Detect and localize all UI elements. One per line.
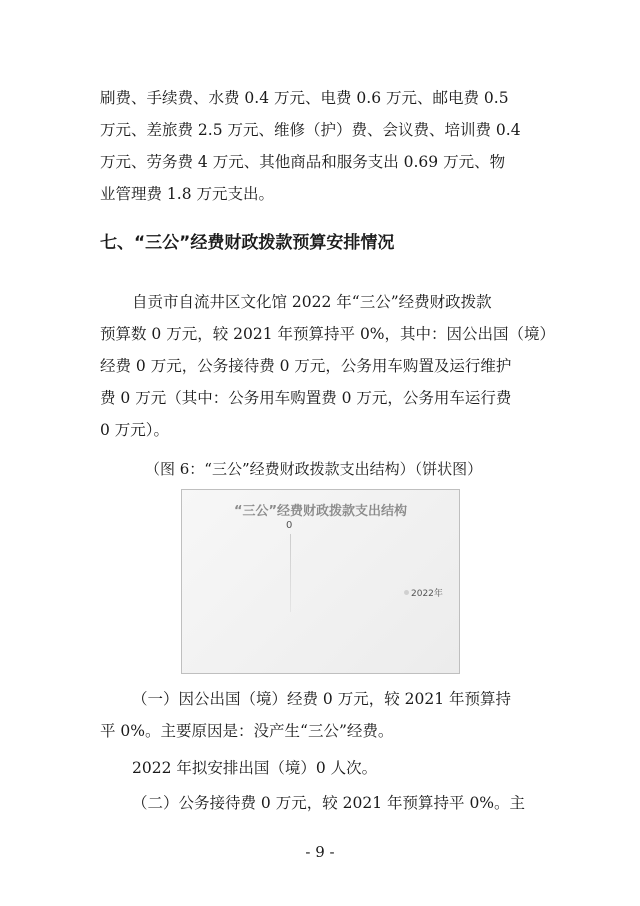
text-line: 2022 年拟安排出国（境）0 人次。 (132, 759, 378, 777)
figure-caption: （图 6：“三公”经费财政拨款支出结构）（饼状图） (145, 460, 483, 478)
text-line: 平 0%。主要原因是：没产生“三公”经费。 (100, 722, 394, 740)
text-line: 业管理费 1.8 万元支出。 (100, 185, 275, 203)
pie-data-label: 0 (286, 520, 293, 531)
text-line: 0 万元）。 (100, 421, 170, 439)
chart-legend (404, 586, 443, 599)
pie-chart (181, 489, 460, 674)
page-number: - 9 - (305, 843, 335, 861)
chart-title: “三公”经费财政拨款支出结构 (233, 504, 408, 519)
pie-slice-zero (290, 534, 291, 612)
text-line: 万元、差旅费 2.5 万元、维修（护）费、会议费、培训费 0.4 (100, 121, 521, 139)
text-line: 费 0 万元（其中：公务用车购置费 0 万元，公务用车运行费 (100, 389, 512, 407)
text-line: 万元、劳务费 4 万元、其他商品和服务支出 0.69 万元、物 (100, 153, 506, 171)
section-heading: 七、“三公”经费财政拨款预算安排情况 (100, 233, 395, 253)
legend-swatch (404, 590, 409, 595)
text-line: 经费 0 万元，公务接待费 0 万元，公务用车购置及运行维护 (100, 357, 512, 375)
text-line: （二）公务接待费 0 万元，较 2021 年预算持平 0%。主 (132, 794, 526, 812)
text-line: 自贡市自流井区文化馆 2022 年“三公”经费财政拨款 (132, 293, 492, 311)
text-line: 预算数 0 万元，较 2021 年预算持平 0%，其中：因公出国（境） (100, 325, 556, 343)
legend-entry: 2022年 (411, 589, 443, 599)
text-line: 刷费、手续费、水费 0.4 万元、电费 0.6 万元、邮电费 0.5 (100, 89, 509, 107)
text-line: （一）因公出国（境）经费 0 万元，较 2021 年预算持 (132, 690, 512, 708)
